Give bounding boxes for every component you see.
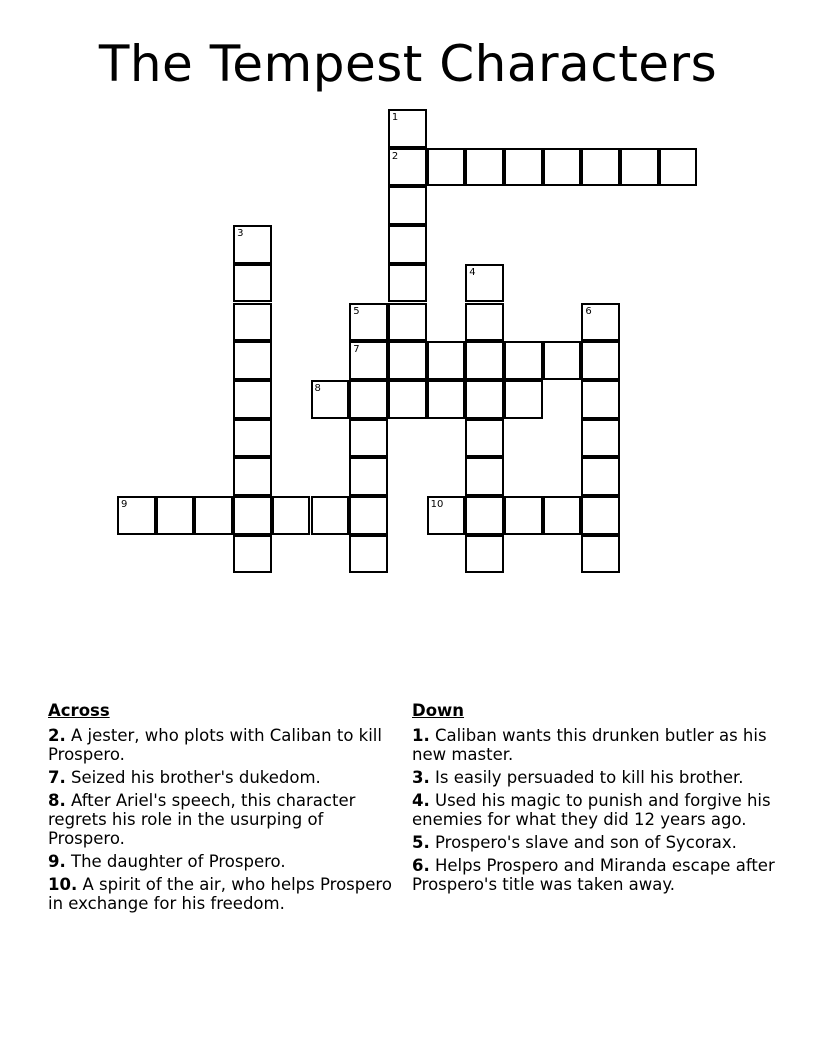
clue-number: 4.	[412, 791, 430, 810]
crossword-cell[interactable]	[543, 341, 582, 380]
crossword-cell[interactable]	[233, 303, 272, 342]
crossword-cell[interactable]	[581, 341, 620, 380]
crossword-cell[interactable]	[427, 148, 466, 187]
crossword-cell[interactable]	[659, 148, 698, 187]
crossword-cell[interactable]	[117, 496, 156, 535]
page-title: The Tempest Characters	[98, 35, 718, 93]
clue-text: A spirit of the air, who helps Prospero in exchange for his freedom.	[48, 875, 392, 913]
crossword-cell[interactable]	[465, 303, 504, 342]
clue-text: The daughter of Prospero.	[71, 852, 286, 871]
clue-number: 9.	[48, 852, 66, 871]
crossword-cell[interactable]	[388, 109, 427, 148]
crossword-cell[interactable]	[581, 419, 620, 458]
crossword-cell[interactable]	[349, 341, 388, 380]
clue-number-label: 3	[237, 228, 244, 240]
clue-text: A jester, who plots with Caliban to kill Prospero.	[48, 726, 382, 764]
clue-text: Caliban wants this drunken butler as his new master.	[412, 726, 767, 764]
clue-number-label: 6	[585, 305, 592, 317]
crossword-cell[interactable]	[620, 148, 659, 187]
down-clue	[412, 768, 782, 787]
crossword-cell[interactable]	[233, 457, 272, 496]
down-clue	[412, 791, 782, 829]
crossword-cell[interactable]	[233, 380, 272, 419]
crossword-cell[interactable]	[504, 380, 543, 419]
clue-text: Is easily persuaded to kill his brother.	[435, 768, 744, 787]
clue-number: 5.	[412, 833, 430, 852]
crossword-cell[interactable]	[581, 535, 620, 574]
crossword-cell[interactable]	[388, 341, 427, 380]
crossword-cell[interactable]	[465, 496, 504, 535]
crossword-cell[interactable]	[504, 148, 543, 187]
crossword-cell[interactable]	[504, 341, 543, 380]
crossword-cell[interactable]	[311, 380, 350, 419]
clue-number: 10.	[48, 875, 78, 894]
crossword-cell[interactable]	[194, 496, 233, 535]
crossword-cell[interactable]	[465, 341, 504, 380]
clue-text: Seized his brother's dukedom.	[71, 768, 321, 787]
crossword-cell[interactable]	[465, 457, 504, 496]
clue-text: Used his magic to punish and forgive his enemies for what they did 12 years ago.	[412, 791, 771, 829]
crossword-cell[interactable]	[581, 380, 620, 419]
crossword-cell[interactable]	[349, 457, 388, 496]
crossword-cell[interactable]	[465, 264, 504, 303]
down-clue	[412, 726, 782, 764]
across-clues	[48, 701, 393, 917]
crossword-cell[interactable]	[427, 380, 466, 419]
crossword-cell[interactable]	[233, 419, 272, 458]
crossword-cell[interactable]	[465, 148, 504, 187]
clue-text: After Ariel's speech, this character regrets his role in the usurping of Prospero.	[48, 791, 356, 848]
crossword-cell[interactable]	[233, 535, 272, 574]
down-clue	[412, 856, 782, 894]
clue-text: Prospero's slave and son of Sycorax.	[435, 833, 737, 852]
crossword-cell[interactable]	[388, 148, 427, 187]
clue-text: Helps Prospero and Miranda escape after Prospero's title was taken away.	[412, 856, 775, 894]
crossword-cell[interactable]	[349, 380, 388, 419]
crossword-cell[interactable]	[233, 341, 272, 380]
clue-number-label: 8	[314, 382, 321, 394]
crossword-cell[interactable]	[581, 148, 620, 187]
across-clue	[48, 726, 393, 764]
down-clue	[412, 833, 782, 852]
clue-number: 8.	[48, 791, 66, 810]
crossword-cell[interactable]	[581, 496, 620, 535]
clue-number-label: 7	[353, 344, 360, 356]
clue-number: 2.	[48, 726, 66, 745]
crossword-cell[interactable]	[427, 341, 466, 380]
clue-number: 3.	[412, 768, 430, 787]
clue-number-label: 1	[391, 112, 399, 123]
crossword-cell[interactable]	[349, 303, 388, 342]
crossword-cell[interactable]	[465, 535, 504, 574]
crossword-cell[interactable]	[272, 496, 311, 535]
crossword-cell[interactable]	[156, 496, 195, 535]
crossword-cell[interactable]	[388, 225, 427, 264]
crossword-cell[interactable]	[581, 457, 620, 496]
clue-number-label: 10	[430, 499, 444, 510]
crossword-cell[interactable]	[465, 419, 504, 458]
clue-number: 7.	[48, 768, 66, 787]
crossword-cell[interactable]	[311, 496, 350, 535]
crossword-cell[interactable]	[543, 496, 582, 535]
clue-number-label: 4	[469, 266, 476, 278]
crossword-cell[interactable]	[349, 535, 388, 574]
crossword-cell[interactable]	[504, 496, 543, 535]
crossword-cell[interactable]	[388, 186, 427, 225]
crossword-cell[interactable]	[388, 303, 427, 342]
down-heading: Down	[412, 701, 465, 720]
crossword-cell[interactable]	[427, 496, 466, 535]
crossword-cell[interactable]	[349, 496, 388, 535]
clue-number: 1.	[412, 726, 430, 745]
crossword-cell[interactable]	[233, 225, 272, 264]
across-heading: Across	[48, 701, 110, 720]
across-clue	[48, 875, 393, 913]
across-clue	[48, 791, 393, 848]
crossword-cell[interactable]	[233, 496, 272, 535]
down-clues	[412, 701, 782, 898]
crossword-cell[interactable]	[388, 264, 427, 303]
across-clue	[48, 768, 393, 787]
clue-number-label: 5	[353, 305, 360, 317]
crossword-cell[interactable]	[465, 380, 504, 419]
crossword-cell[interactable]	[581, 303, 620, 342]
clue-number-label: 2	[391, 150, 399, 162]
crossword-cell[interactable]	[233, 264, 272, 303]
clue-number-label: 9	[121, 499, 128, 510]
crossword-cell[interactable]	[388, 380, 427, 419]
clue-number: 6.	[412, 856, 430, 875]
across-clue	[48, 852, 393, 871]
crossword-cell[interactable]	[349, 419, 388, 458]
crossword-cell[interactable]	[543, 148, 582, 187]
